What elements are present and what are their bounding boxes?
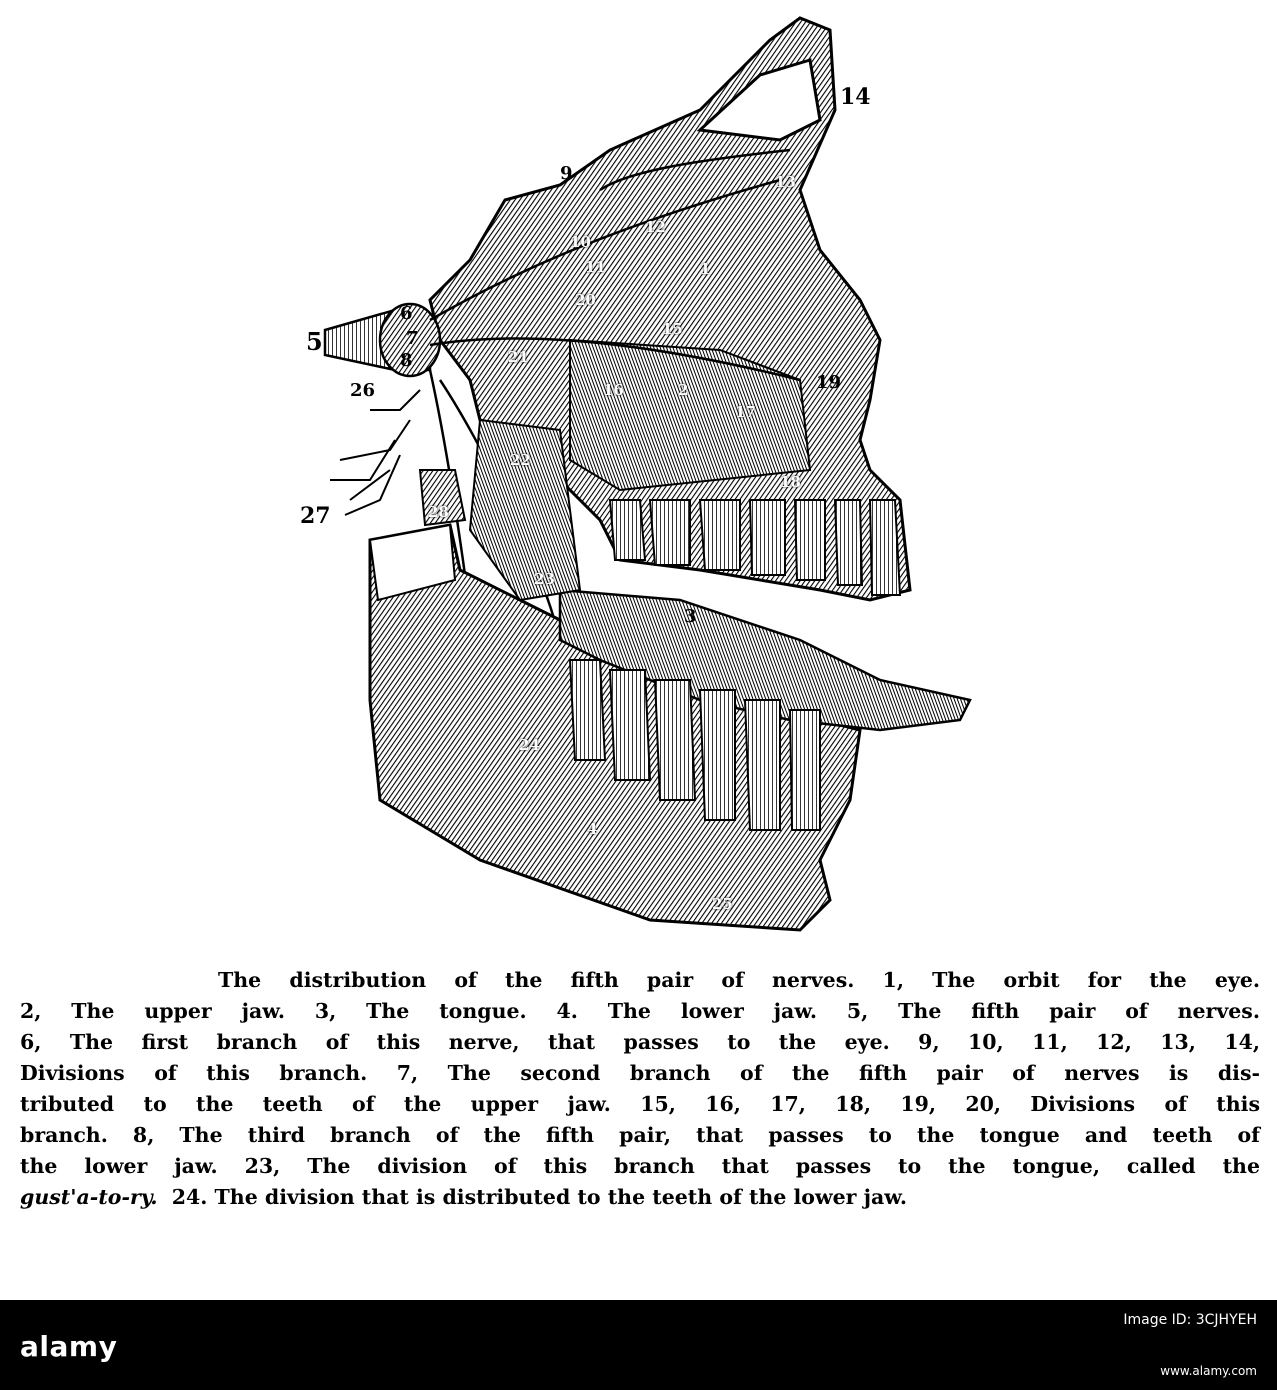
caption-line-8: [20, 1182, 1260, 1213]
label-15: 15: [662, 320, 683, 338]
caption-line-7: the lower jaw. 23, The division of this branch that passes to the tongue, called the: [20, 1154, 1260, 1178]
caption-line-5: tributed to the teeth of the upper jaw. 15, 16, 17, 18, 19, 20, Divisions of this: [20, 1092, 1260, 1116]
label-24: 24: [519, 736, 540, 754]
label-25: 25: [712, 895, 733, 913]
label-26: 26: [350, 380, 376, 401]
label-8: 8: [400, 350, 413, 371]
caption-line-1: The distribution of the fifth pair of nerves. 1, The orbit for the eye.: [218, 968, 1260, 992]
label-4: 4: [587, 820, 598, 838]
label-27: 27: [300, 503, 331, 529]
stock-watermark-bar: [0, 1300, 1277, 1390]
caption-line-8-rest: 24. The division that is distributed to the teeth of the lower jaw.: [157, 1185, 908, 1209]
label-28: 28: [428, 503, 449, 521]
label-19: 19: [816, 372, 842, 393]
caption-line-4: Divisions of this branch. 7, The second branch of the fifth pair of nerves is dis-: [20, 1061, 1260, 1085]
label-18: 18: [780, 473, 801, 491]
label-23: 23: [534, 570, 555, 588]
label-21: 21: [508, 348, 529, 366]
label-9: 9: [560, 163, 573, 184]
label-17: 17: [735, 403, 756, 421]
label-16: 16: [603, 381, 624, 399]
label-1: 1: [700, 260, 711, 278]
label-3: 3: [684, 606, 697, 627]
caption-line-2: 2, The upper jaw. 3, The tongue. 4. The lower jaw. 5, The fifth pair of nerves.: [20, 999, 1260, 1023]
label-14: 14: [840, 84, 871, 110]
label-20: 20: [575, 291, 596, 309]
small-nerve-branches: [330, 390, 420, 515]
alamy-logo: alamy: [20, 1330, 118, 1363]
caption-line-3: 6, The first branch of this nerve, that passes to the eye. 9, 10, 11, 12, 13, 14,: [20, 1030, 1260, 1054]
label-5: 5: [306, 327, 323, 356]
stock-url-text: www.alamy.com: [1160, 1364, 1257, 1378]
image-id-text: Image ID: 3CJHYEH: [1123, 1312, 1257, 1328]
label-22: 22: [510, 451, 531, 469]
label-6: 6: [400, 303, 413, 324]
label-2: 2: [678, 381, 689, 399]
label-13: 13: [775, 173, 796, 191]
label-7: 7: [406, 328, 419, 349]
label-10: 10: [570, 233, 591, 251]
caption-line-6: branch. 8, The third branch of the fifth pair, that passes to the tongue and teeth of: [20, 1123, 1260, 1147]
label-12: 12: [645, 218, 666, 236]
gustatory-term: gust'a-to-ry.: [20, 1185, 158, 1209]
label-11: 11: [585, 258, 606, 276]
figure-caption: [20, 965, 1260, 1213]
upper-teeth: [610, 500, 900, 595]
